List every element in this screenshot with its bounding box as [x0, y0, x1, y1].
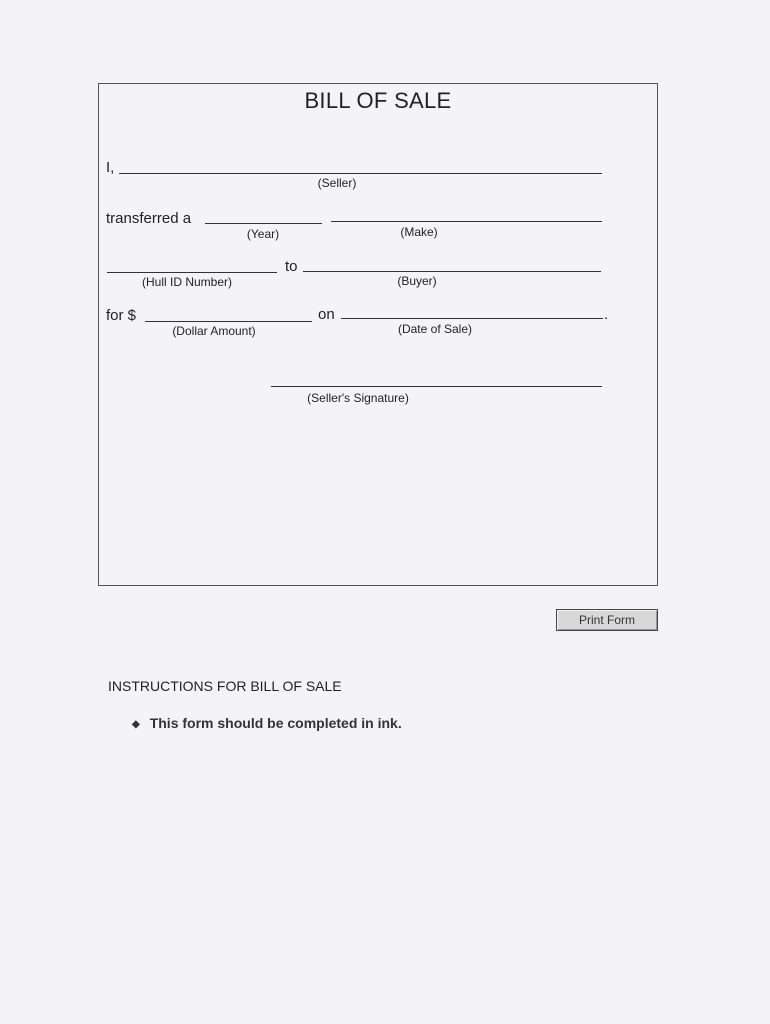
seller-field[interactable]: [119, 173, 602, 174]
to-label: to: [285, 258, 298, 275]
on-label: on: [318, 306, 335, 323]
date-of-sale-field[interactable]: [341, 318, 603, 319]
year-caption: (Year): [246, 227, 280, 241]
print-form-button[interactable]: Print Form: [556, 609, 658, 631]
dollar-amount-caption: (Dollar Amount): [172, 324, 256, 338]
date-of-sale-caption: (Date of Sale): [397, 322, 473, 336]
seller-signature-field[interactable]: [271, 386, 602, 387]
transferred-label: transferred a: [106, 210, 192, 227]
hull-id-caption: (Hull ID Number): [141, 275, 232, 289]
for-dollar-label: for $: [106, 307, 137, 324]
year-field[interactable]: [205, 223, 322, 224]
i-label: I,: [106, 159, 115, 176]
form-title: BILL OF SALE: [304, 88, 452, 113]
dollar-amount-field[interactable]: [145, 321, 312, 322]
seller-caption: (Seller): [317, 176, 357, 190]
instruction-item: [132, 715, 402, 731]
make-caption: (Make): [400, 225, 438, 239]
bill-of-sale-form: [98, 83, 658, 586]
buyer-field[interactable]: [303, 271, 601, 272]
hull-id-field[interactable]: [107, 272, 277, 273]
instructions-title: INSTRUCTIONS FOR BILL OF SALE: [108, 678, 342, 694]
period-mark: .: [604, 306, 609, 323]
make-field[interactable]: [331, 221, 602, 222]
instruction-text: This form should be completed in ink.: [149, 715, 402, 731]
diamond-bullet-icon: ◆: [132, 719, 140, 730]
buyer-caption: (Buyer): [397, 274, 437, 288]
seller-signature-caption: (Seller's Signature): [307, 391, 409, 405]
